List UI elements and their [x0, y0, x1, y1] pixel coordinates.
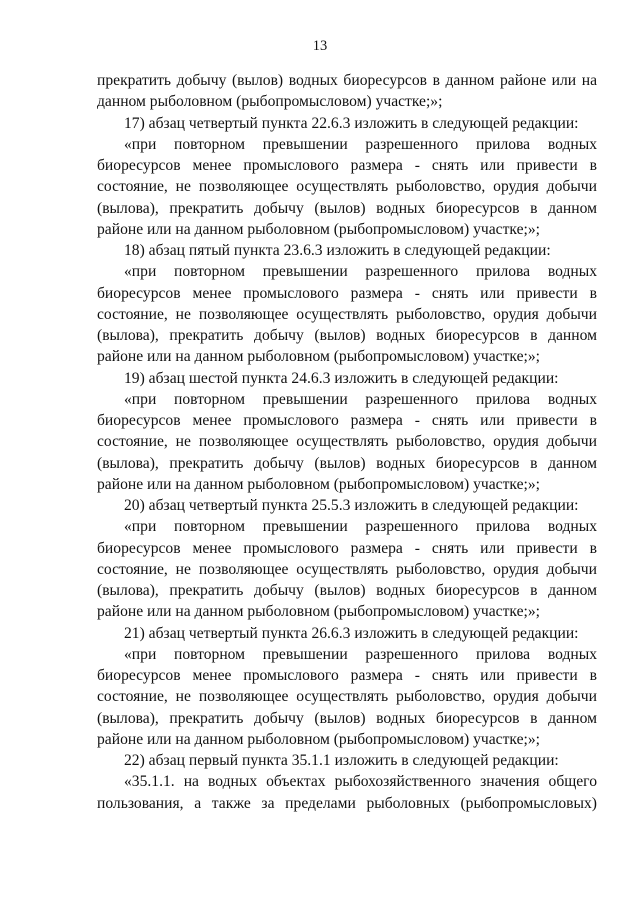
- amendment-heading-21: 21) абзац четвертый пункта 26.6.3 изложить в следующей редакции:: [124, 624, 579, 642]
- amendment-text-17: «при повторном превышении разрешенного прилова водных биоресурсов менее промыслового размера - снять или привести в состояние, не позволяющее осуществлять рыболовство, орудия добычи (вылова), прекратить добычу (вылов) водных биоресурсов в данном районе или на данном рыболовном (рыбопромысловом) участке;»;: [97, 135, 597, 238]
- page-number: 13: [312, 38, 328, 54]
- amendment-text-22: «35.1.1. на водных объектах рыбохозяйственного значения общего пользования, а также за пределами рыболовных (рыбопромысловых): [97, 773, 597, 812]
- amendment-text-19: «при повторном превышении разрешенного прилова водных биоресурсов менее промыслового размера - снять или привести в состояние, не позволяющее осуществлять рыболовство, орудия добычи (вылова), прекратить добычу (вылов) водных биоресурсов в данном районе или на данном рыболовном (рыбопромысловом) участке;»;: [97, 390, 597, 493]
- amendment-text-21: «при повторном превышении разрешенного прилова водных биоресурсов менее промыслового размера - снять или привести в состояние, не позволяющее осуществлять рыболовство, орудия добычи (вылова), прекратить добычу (вылов) водных биоресурсов в данном районе или на данном рыболовном (рыбопромысловом) участке;»;: [97, 645, 597, 748]
- amendment-heading-17: 17) абзац четвертый пункта 22.6.3 изложить в следующей редакции:: [124, 114, 579, 132]
- amendment-heading-22: 22) абзац первый пункта 35.1.1 изложить в следующей редакции:: [124, 752, 559, 769]
- amendment-text-20: «при повторном превышении разрешенного прилова водных биоресурсов менее промыслового размера - снять или привести в состояние, не позволяющее осуществлять рыболовство, орудия добычи (вылова), прекратить добычу (вылов) водных биоресурсов в данном районе или на данном рыболовном (рыбопромысловом) участке;»;: [97, 518, 597, 621]
- amendment-text-18: «при повторном превышении разрешенного прилова водных биоресурсов менее промыслового размера - снять или привести в состояние, не позволяющее осуществлять рыболовство, орудия добычи (вылова), прекратить добычу (вылов) водных биоресурсов в данном районе или на данном рыболовном (рыбопромысловом) участке;»;: [97, 263, 597, 366]
- paragraph-continuation: прекратить добычу (вылов) водных биоресурсов в данном районе или на данном рыболовном (рыбопромысловом) участке;»;: [97, 72, 597, 111]
- document-body: [97, 70, 597, 814]
- amendment-heading-19: 19) абзац шестой пункта 24.6.3 изложить в следующей редакции:: [124, 369, 559, 387]
- amendment-heading-20: 20) абзац четвертый пункта 25.5.3 изложить в следующей редакции:: [124, 497, 579, 514]
- amendment-heading-18: 18) абзац пятый пункта 23.6.3 изложить в следующей редакции:: [124, 242, 551, 259]
